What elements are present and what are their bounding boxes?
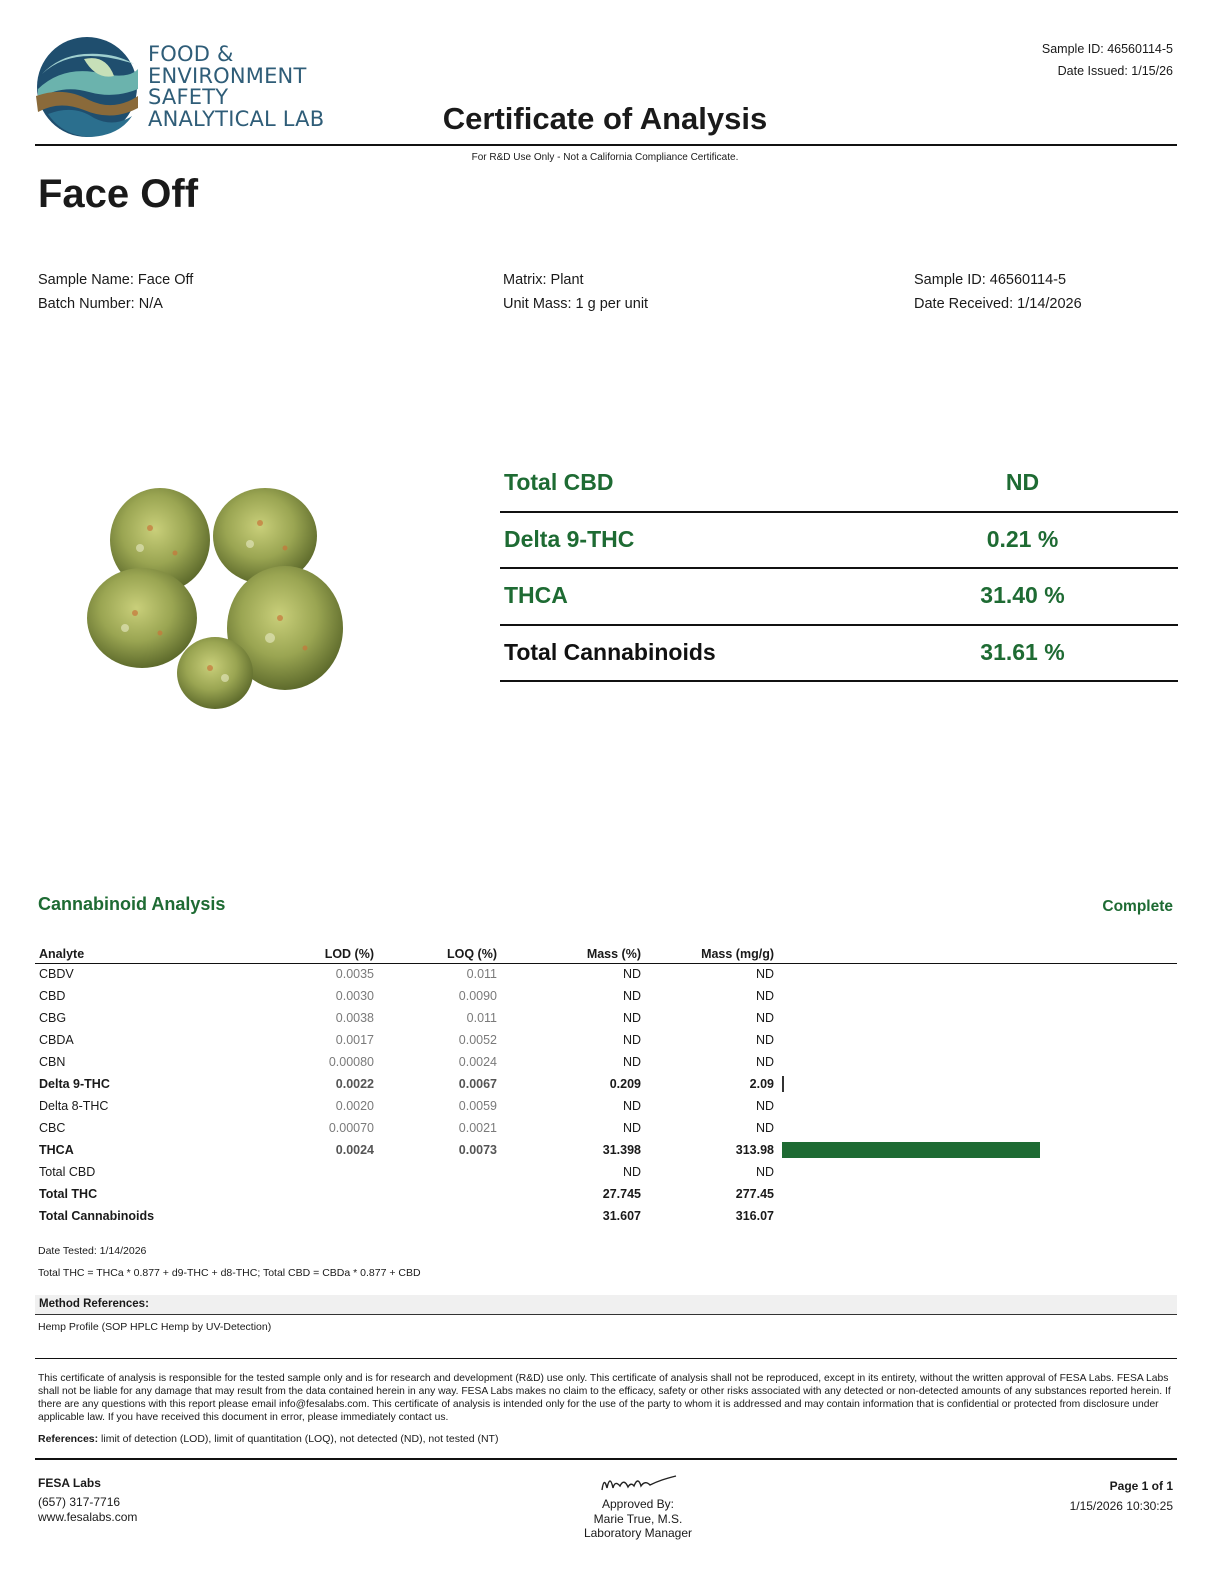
col-mass-pct: Mass (%) (497, 943, 641, 963)
analyte-cell: CBDV (39, 967, 74, 982)
header-meta (1042, 38, 1173, 82)
summary-value: ND (1005, 469, 1040, 495)
analyte-cell: THCA (39, 1143, 74, 1157)
table-row (35, 985, 1177, 1007)
header-sample-id: Sample ID: 46560114-5 (1041, 42, 1173, 56)
summary-label: Delta 9-THC (504, 525, 635, 552)
bar-cell (774, 1073, 1177, 1095)
mass-pct-cell: 31.398 (602, 1143, 641, 1157)
lod-cell: 0.0035 (335, 967, 374, 982)
loq-cell (374, 1161, 497, 1183)
info-col-2 (503, 268, 648, 316)
mass-mg-cell: ND (755, 1033, 774, 1047)
mass-mg-cell: ND (755, 989, 774, 1003)
mass-mg-cell: ND (755, 967, 774, 982)
mass-bar (782, 1076, 784, 1092)
summary-value: 31.40 % (980, 582, 1065, 608)
col-loq: LOQ (%) (374, 943, 497, 963)
approver-title: Laboratory Manager (583, 1526, 693, 1540)
info-sample-id: Sample ID: 46560114-5 (914, 272, 1067, 288)
mass-mg-cell: 313.98 (735, 1143, 774, 1157)
mass-mg-cell: 277.45 (735, 1187, 774, 1201)
unit-mass: Unit Mass: 1 g per unit (503, 296, 649, 312)
mass-pct-cell: 31.607 (602, 1209, 641, 1223)
lod-cell (275, 1205, 374, 1227)
mass-mg-cell: 316.07 (735, 1209, 774, 1223)
summary-row (500, 456, 1178, 513)
footer-approval (0, 1497, 1224, 1541)
table-row (35, 1139, 1177, 1161)
footer-company: FESA Labs (38, 1476, 101, 1490)
mass-pct-cell: ND (622, 1165, 641, 1179)
date-received: Date Received: 1/14/2026 (914, 296, 1082, 312)
lab-name-line: SAFETY (148, 85, 229, 109)
analyte-cell: CBD (39, 989, 66, 1003)
table-row (35, 1183, 1177, 1205)
analyte-cell: CBDA (39, 1033, 74, 1047)
references-label: References: (38, 1433, 99, 1445)
bar-cell (774, 1007, 1177, 1029)
mass-pct-cell: ND (622, 1011, 641, 1025)
mass-pct-cell: ND (622, 1055, 641, 1069)
method-references-heading: Method References: (35, 1295, 1177, 1315)
analyte-cell: CBC (39, 1121, 66, 1135)
table-row (35, 1205, 1177, 1227)
table-row (35, 963, 1177, 985)
footer-website[interactable]: www.fesalabs.com (38, 1510, 138, 1524)
sample-title: Face Off (38, 172, 199, 216)
summary-value: 31.61 % (980, 638, 1065, 665)
summary-row (500, 569, 1178, 626)
mass-pct-cell: 0.209 (609, 1077, 641, 1091)
lod-cell: 0.0017 (335, 1033, 374, 1047)
compliance-note: For R&D Use Only - Not a California Compliance Certificate. (471, 152, 739, 163)
lod-cell (275, 1183, 374, 1205)
table-body (35, 963, 1177, 1227)
cannabinoid-table (35, 943, 1177, 1227)
bar-cell (774, 1095, 1177, 1117)
analyte-cell: Total THC (39, 1187, 98, 1201)
lod-cell: 0.0020 (335, 1099, 374, 1113)
header-divider (35, 144, 1177, 146)
loq-cell: 0.0052 (458, 1033, 497, 1047)
table-row (35, 1007, 1177, 1029)
bar-cell (774, 1183, 1177, 1205)
summary-label: Total Cannabinoids (504, 638, 716, 665)
summary-label: THCA (504, 582, 568, 608)
loq-cell: 0.0024 (458, 1055, 497, 1069)
mass-pct-cell: ND (622, 989, 641, 1003)
lod-cell: 0.00080 (328, 1055, 374, 1069)
loq-cell: 0.0073 (458, 1143, 497, 1157)
mass-mg-cell: ND (755, 1121, 774, 1135)
mass-mg-cell: ND (755, 1011, 774, 1025)
col-bar (774, 943, 1177, 963)
mass-mg-cell: ND (755, 1055, 774, 1069)
mass-mg-cell: 2.09 (749, 1077, 774, 1091)
analyte-cell: Delta 8-THC (39, 1099, 109, 1113)
col-mass-mg: Mass (mg/g) (641, 943, 774, 963)
header-date-issued: Date Issued: 1/15/26 (1057, 64, 1173, 78)
bar-cell (774, 1117, 1177, 1139)
lod-cell: 0.0030 (335, 989, 374, 1003)
lab-name-line: FOOD & (148, 42, 234, 66)
bar-cell (774, 1051, 1177, 1073)
summary-value: 0.21 % (986, 525, 1059, 552)
matrix: Matrix: Plant (503, 272, 584, 288)
lod-cell: 0.0024 (335, 1143, 374, 1157)
mass-pct-cell: 27.745 (602, 1187, 641, 1201)
bar-cell (774, 1205, 1177, 1227)
sample-name: Sample Name: Face Off (38, 272, 194, 288)
certificate-title: Certificate of Analysis (442, 101, 768, 136)
disclaimer: This certificate of analysis is responsible for the tested sample only and is for research and development (R&D) use only. This certificate of analysis shall not be reproduced, except in its entirety, without the written approval of FESA Labs. FESA Labs shall not be liable for any damage that may result from the data contained herein in any way. FESA Labs makes no claim to the efficacy, safety or other risks associated with any detected or non-detected amounts of any substances reported herein. If there are any questions with this report please email info@fesalabs.com. This certificate of analysis is intended only for the use of the party to whom it is addressed and may contain information that is confidential or protected from disclosure under applicable law. If you have received this document in error, please immediately contact us. (38, 1373, 1171, 1423)
col-analyte: Analyte (35, 943, 275, 963)
loq-cell: 0.011 (466, 1011, 497, 1025)
loq-cell: 0.0059 (458, 1099, 497, 1113)
table-row (35, 1073, 1177, 1095)
loq-cell: 0.011 (466, 967, 497, 982)
bar-cell (774, 1161, 1177, 1183)
table-row (35, 1117, 1177, 1139)
bar-cell (774, 1029, 1177, 1051)
lod-cell: 0.00070 (328, 1121, 374, 1135)
bar-cell (774, 1139, 1177, 1161)
approver-name: Marie True, M.S. (593, 1511, 683, 1526)
footer-page-info (1070, 1476, 1173, 1516)
lab-name-line: ANALYTICAL LAB (148, 106, 325, 131)
mass-bar (782, 1142, 1040, 1158)
references-text: limit of detection (LOD), limit of quantitation (LOQ), not detected (ND), not tested (NT) (101, 1433, 499, 1445)
table-row (35, 1029, 1177, 1051)
page-number: Page 1 of 1 (1109, 1479, 1173, 1493)
analyte-cell: Total CBD (39, 1165, 96, 1179)
footer-divider (35, 1458, 1177, 1460)
signature (598, 1470, 680, 1496)
bar-cell (774, 963, 1177, 985)
summary-row (500, 626, 1178, 683)
lod-cell: 0.0038 (335, 1011, 374, 1025)
analyte-cell: Total Cannabinoids (39, 1209, 155, 1223)
summary-row (500, 513, 1178, 570)
footer-phone: (657) 317-7716 (38, 1495, 121, 1509)
approved-by: Approved By: (601, 1497, 675, 1511)
potency-summary (500, 456, 1178, 682)
analyte-cell: Delta 9-THC (39, 1077, 110, 1091)
disclaimer-divider (35, 1358, 1177, 1359)
analyte-cell: CBG (39, 1011, 67, 1025)
batch-number: Batch Number: N/A (38, 296, 163, 312)
mass-pct-cell: ND (622, 1033, 641, 1047)
table-row (35, 1095, 1177, 1117)
analysis-title: Cannabinoid Analysis (38, 894, 226, 914)
loq-cell: 0.0090 (458, 989, 497, 1003)
info-col-3 (914, 268, 1082, 316)
date-tested: Date Tested: 1/14/2026 (38, 1245, 147, 1257)
loq-cell: 0.0067 (458, 1077, 497, 1091)
table-row (35, 1051, 1177, 1073)
summary-label: Total CBD (504, 469, 614, 495)
analysis-status: Complete (1102, 898, 1173, 915)
bar-cell (774, 985, 1177, 1007)
mass-pct-cell: ND (622, 1121, 641, 1135)
analyte-cell: CBN (39, 1055, 66, 1069)
lod-cell: 0.0022 (335, 1077, 374, 1091)
info-col-1 (38, 268, 193, 316)
method-references-text: Hemp Profile (SOP HPLC Hemp by UV-Detection) (38, 1321, 272, 1333)
product-photo (80, 478, 350, 718)
table-header-row (35, 943, 1177, 963)
mass-pct-cell: ND (622, 1099, 641, 1113)
lab-name-line: ENVIRONMENT (148, 63, 307, 88)
lod-cell (275, 1161, 374, 1183)
loq-cell (374, 1183, 497, 1205)
table-row (35, 1161, 1177, 1183)
loq-cell (374, 1205, 497, 1227)
references (38, 1433, 498, 1445)
mass-mg-cell: ND (755, 1099, 774, 1113)
col-lod: LOD (%) (275, 943, 374, 963)
mass-pct-cell: ND (622, 967, 641, 982)
total-formula: Total THC = THCa * 0.877 + d9-THC + d8-THC; Total CBD = CBDa * 0.877 + CBD (38, 1267, 421, 1279)
report-timestamp: 1/15/2026 10:30:25 (1069, 1499, 1173, 1513)
mass-mg-cell: ND (755, 1165, 774, 1179)
loq-cell: 0.0021 (458, 1121, 497, 1135)
